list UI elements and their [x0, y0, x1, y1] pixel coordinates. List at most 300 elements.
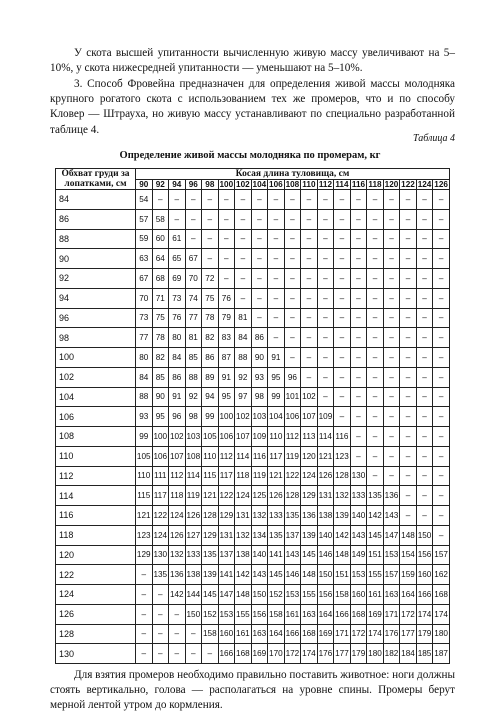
table-cell: –	[152, 585, 169, 605]
table-cell: 119	[185, 486, 202, 506]
table-cell: –	[416, 190, 433, 210]
table-cell: –	[400, 249, 417, 269]
table-row	[56, 604, 450, 624]
table-cell: –	[433, 308, 450, 328]
table-cell: 126	[169, 525, 186, 545]
table-cell: 137	[218, 545, 235, 565]
table-cell: 95	[152, 407, 169, 427]
table-row	[56, 486, 450, 506]
table-cell: 154	[400, 545, 417, 565]
table-cell: 119	[251, 466, 268, 486]
column-number: 112	[318, 180, 333, 189]
table-cell: –	[284, 348, 301, 368]
row-key: 118	[56, 525, 136, 545]
table-cell: 75	[202, 288, 219, 308]
table-cell: 166	[218, 644, 235, 664]
table-cell: –	[383, 328, 400, 348]
table-cell: 163	[383, 585, 400, 605]
table-cell: –	[334, 308, 351, 328]
table-row	[56, 328, 450, 348]
table-cell: 140	[350, 506, 367, 526]
table-cell: 163	[301, 604, 318, 624]
table-cell: –	[433, 288, 450, 308]
table-cell: 138	[235, 545, 252, 565]
table-cell: –	[367, 249, 384, 269]
table-cell: –	[317, 328, 334, 348]
table-cell: –	[367, 407, 384, 427]
table-cell: –	[268, 308, 285, 328]
table-cell: –	[350, 209, 367, 229]
table-cell: 164	[268, 624, 285, 644]
table-cell: 73	[136, 308, 153, 328]
table-cell: 73	[169, 288, 186, 308]
table-cell: –	[416, 367, 433, 387]
table-cell: 106	[152, 446, 169, 466]
table-cell: 104	[268, 407, 285, 427]
table-cell: –	[433, 486, 450, 506]
table-cell: –	[400, 486, 417, 506]
row-key: 88	[56, 229, 136, 249]
table-cell: 76	[169, 308, 186, 328]
table-cell: 67	[185, 249, 202, 269]
table-cell: 100	[152, 427, 169, 447]
table-cell: 69	[169, 269, 186, 289]
table-cell: –	[284, 190, 301, 210]
table-cell: 140	[251, 545, 268, 565]
table-cell: 58	[152, 209, 169, 229]
table-cell: –	[367, 367, 384, 387]
table-cell: –	[268, 209, 285, 229]
table-cell: –	[400, 348, 417, 368]
table-cell: 116	[251, 446, 268, 466]
table-cell: 129	[301, 486, 318, 506]
table-cell: 82	[152, 348, 169, 368]
table-cell: –	[268, 190, 285, 210]
table-cell: 138	[317, 506, 334, 526]
row-key: 104	[56, 387, 136, 407]
table-cell: –	[202, 229, 219, 249]
table-cell: –	[383, 446, 400, 466]
table-cell: 158	[334, 585, 351, 605]
table-cell: 145	[367, 525, 384, 545]
table-cell: 92	[235, 367, 252, 387]
column-number: 98	[202, 180, 219, 190]
table-cell: –	[367, 229, 384, 249]
table-cell: 118	[169, 486, 186, 506]
table-cell: –	[416, 427, 433, 447]
table-row	[56, 525, 450, 545]
table-cell: –	[251, 190, 268, 210]
table-cell: –	[416, 328, 433, 348]
column-number: 108	[285, 180, 300, 189]
table-cell: 143	[350, 525, 367, 545]
table-cell: 95	[218, 387, 235, 407]
table-cell: 57	[136, 209, 153, 229]
table-cell: –	[433, 446, 450, 466]
table-cell: –	[350, 446, 367, 466]
table-cell: 117	[218, 466, 235, 486]
table-cell: –	[350, 407, 367, 427]
table-cell: 111	[152, 466, 169, 486]
table-cell: 179	[416, 624, 433, 644]
table-cell: 80	[169, 328, 186, 348]
table-cell: 81	[185, 328, 202, 348]
table-cell: –	[433, 229, 450, 249]
table-cell: 106	[284, 407, 301, 427]
table-cell: 115	[202, 466, 219, 486]
table-row	[56, 249, 450, 269]
table-cell: –	[301, 209, 318, 229]
table-cell: 144	[185, 585, 202, 605]
column-number: 96	[185, 180, 202, 190]
table-cell: 148	[301, 565, 318, 585]
table-cell: 176	[383, 624, 400, 644]
table-cell: 115	[136, 486, 153, 506]
row-key: 96	[56, 308, 136, 328]
table-cell: 153	[284, 585, 301, 605]
table-cell: –	[350, 269, 367, 289]
table-row	[56, 427, 450, 447]
column-number: 124	[417, 180, 432, 189]
table-cell: 117	[152, 486, 169, 506]
table-cell: 155	[235, 604, 252, 624]
table-cell: 150	[416, 525, 433, 545]
row-key: 92	[56, 269, 136, 289]
table-cell: –	[185, 190, 202, 210]
table-cell: 88	[185, 367, 202, 387]
table-cell: –	[136, 604, 153, 624]
row-key: 116	[56, 506, 136, 526]
table-cell: 77	[136, 328, 153, 348]
paragraph-upitannost: У скота высшей упитанности вычисленную живую массу увеличивают на 5–10%, у скота нижесредней упитанности — уменьшают на 5–10%.	[50, 47, 455, 75]
table-cell: 98	[185, 407, 202, 427]
table-cell: 174	[416, 604, 433, 624]
table-cell: –	[433, 407, 450, 427]
table-cell: 112	[169, 466, 186, 486]
table-cell: –	[334, 367, 351, 387]
table-cell: –	[433, 190, 450, 210]
table-cell: 108	[185, 446, 202, 466]
table-cell: –	[400, 229, 417, 249]
table-cell: 180	[433, 624, 450, 644]
column-number: 114	[335, 180, 349, 189]
table-cell: 152	[202, 604, 219, 624]
table-cell: 134	[251, 525, 268, 545]
table-cell: –	[433, 525, 450, 545]
table-cell: 127	[185, 525, 202, 545]
table-cell: –	[218, 190, 235, 210]
table-cell: 102	[301, 387, 318, 407]
table-cell: 124	[169, 506, 186, 526]
table-cell: 80	[136, 348, 153, 368]
table-cell: 156	[317, 585, 334, 605]
table-cell: –	[334, 269, 351, 289]
table-cell: –	[400, 209, 417, 229]
table-cell: 151	[367, 545, 384, 565]
table-cell: 112	[218, 446, 235, 466]
table-cell: –	[416, 387, 433, 407]
table-cell: 103	[251, 407, 268, 427]
table-cell: 151	[334, 565, 351, 585]
table-cell: 136	[301, 506, 318, 526]
table-cell: –	[251, 288, 268, 308]
row-key: 108	[56, 427, 136, 447]
table-cell: 161	[235, 624, 252, 644]
table-cell: 143	[251, 565, 268, 585]
table-cell: 89	[202, 367, 219, 387]
table-cell: 121	[268, 466, 285, 486]
table-cell: –	[383, 269, 400, 289]
table-cell: 126	[268, 486, 285, 506]
table-row	[56, 585, 450, 605]
row-key: 100	[56, 348, 136, 368]
table-cell: –	[317, 229, 334, 249]
table-cell: 91	[169, 387, 186, 407]
table-cell: –	[218, 249, 235, 269]
column-number: 104	[252, 180, 267, 189]
table-cell: –	[251, 209, 268, 229]
table-cell: 147	[218, 585, 235, 605]
table-cell: 148	[235, 585, 252, 605]
table-cell: 135	[268, 525, 285, 545]
table-cell: 184	[400, 644, 417, 664]
table-cell: 123	[136, 525, 153, 545]
table-cell: –	[400, 506, 417, 526]
table-row	[56, 387, 450, 407]
table-cell: –	[383, 308, 400, 328]
table-cell: –	[284, 288, 301, 308]
table-cell: –	[301, 328, 318, 348]
table-cell: –	[334, 229, 351, 249]
table-cell: 103	[185, 427, 202, 447]
row-key: 86	[56, 209, 136, 229]
table-cell: 140	[317, 525, 334, 545]
table-cell: 93	[136, 407, 153, 427]
row-key: 90	[56, 249, 136, 269]
table-cell: –	[334, 288, 351, 308]
row-header: Обхват груди за лопатками, см	[56, 169, 136, 190]
table-cell: 179	[350, 644, 367, 664]
table-cell: 164	[400, 585, 417, 605]
table-cell: –	[400, 288, 417, 308]
table-cell: –	[152, 190, 169, 210]
table-cell: 83	[218, 328, 235, 348]
table-cell: 155	[301, 585, 318, 605]
column-number: 94	[169, 180, 186, 190]
table-cell: 85	[185, 348, 202, 368]
table-cell: –	[317, 348, 334, 368]
table-cell: –	[185, 209, 202, 229]
table-cell: –	[136, 644, 153, 664]
table-cell: –	[400, 466, 417, 486]
column-number: 92	[152, 180, 169, 190]
table-cell: –	[383, 367, 400, 387]
table-cell: –	[367, 466, 384, 486]
table-cell: 139	[202, 565, 219, 585]
table-cell: 141	[218, 565, 235, 585]
table-cell: 169	[367, 604, 384, 624]
table-cell: 148	[334, 545, 351, 565]
table-cell: 122	[152, 506, 169, 526]
table-cell: 74	[185, 288, 202, 308]
table-cell: 146	[284, 565, 301, 585]
table-cell: –	[169, 190, 186, 210]
table-cell: 153	[350, 565, 367, 585]
table-cell: –	[383, 229, 400, 249]
table-cell: –	[433, 269, 450, 289]
table-cell: 160	[350, 585, 367, 605]
table-cell: –	[367, 209, 384, 229]
table-cell: 130	[350, 466, 367, 486]
table-cell: 54	[136, 190, 153, 210]
table-cell: 68	[152, 269, 169, 289]
table-cell: 105	[136, 446, 153, 466]
table-cell: –	[350, 348, 367, 368]
table-cell: –	[334, 348, 351, 368]
table-cell: –	[400, 190, 417, 210]
table-cell: 126	[317, 466, 334, 486]
row-key: 106	[56, 407, 136, 427]
table-row	[56, 367, 450, 387]
table-cell: 86	[202, 348, 219, 368]
table-cell: –	[433, 249, 450, 269]
table-cell: –	[301, 269, 318, 289]
table-cell: 142	[235, 565, 252, 585]
table-cell: 90	[251, 348, 268, 368]
table-cell: 93	[251, 367, 268, 387]
column-number: 102	[236, 180, 250, 189]
table-cell: –	[400, 387, 417, 407]
table-cell: –	[202, 644, 219, 664]
table-cell: 106	[218, 427, 235, 447]
table-cell: –	[416, 506, 433, 526]
table-cell: –	[136, 585, 153, 605]
table-cell: 77	[185, 308, 202, 328]
table-cell: 114	[317, 427, 334, 447]
table-cell: –	[367, 446, 384, 466]
table-cell: 117	[268, 446, 285, 466]
table-cell: 143	[383, 506, 400, 526]
table-cell: 135	[367, 486, 384, 506]
table-cell: –	[416, 209, 433, 229]
table-cell: 153	[383, 545, 400, 565]
table-row	[56, 466, 450, 486]
table-cell: –	[433, 387, 450, 407]
table-cell: 172	[350, 624, 367, 644]
table-cell: –	[218, 269, 235, 289]
table-cell: –	[317, 209, 334, 229]
table-cell: 143	[284, 545, 301, 565]
table-cell: –	[400, 308, 417, 328]
table-cell: –	[416, 308, 433, 328]
table-cell: 91	[218, 367, 235, 387]
table-cell: 63	[136, 249, 153, 269]
table-cell: –	[218, 209, 235, 229]
row-key: 126	[56, 604, 136, 624]
table-cell: –	[433, 427, 450, 447]
table-cell: 129	[218, 506, 235, 526]
table-cell: 65	[169, 249, 186, 269]
table-cell: 156	[251, 604, 268, 624]
table-cell: 130	[152, 545, 169, 565]
table-cell: 148	[400, 525, 417, 545]
table-cell: –	[383, 427, 400, 447]
table-cell: 88	[136, 387, 153, 407]
table-cell: 176	[317, 644, 334, 664]
live-weight-table	[55, 168, 450, 664]
table-cell: 110	[268, 427, 285, 447]
table-cell: 185	[416, 644, 433, 664]
table-cell: –	[169, 624, 186, 644]
table-cell: 128	[284, 486, 301, 506]
table-cell: –	[218, 229, 235, 249]
table-cell: 174	[301, 644, 318, 664]
table-cell: 112	[284, 427, 301, 447]
table-cell: –	[383, 209, 400, 229]
column-number: 90	[136, 180, 153, 190]
table-cell: 125	[251, 486, 268, 506]
table-cell: 166	[334, 604, 351, 624]
table-cell: –	[400, 407, 417, 427]
table-cell: 135	[202, 545, 219, 565]
table-cell: 135	[284, 506, 301, 526]
table-cell: –	[433, 506, 450, 526]
column-number: 100	[219, 180, 234, 189]
table-cell: 159	[400, 565, 417, 585]
table-cell: –	[317, 249, 334, 269]
table-cell: 131	[218, 525, 235, 545]
column-header: Косая длина туловища, см	[136, 169, 450, 180]
table-cell: –	[202, 249, 219, 269]
table-cell: –	[416, 269, 433, 289]
table-cell: –	[416, 446, 433, 466]
table-cell: –	[350, 367, 367, 387]
table-cell: 168	[301, 624, 318, 644]
table-cell: 59	[136, 229, 153, 249]
table-cell: 133	[350, 486, 367, 506]
table-cell: 128	[334, 466, 351, 486]
table-cell: –	[284, 269, 301, 289]
table-cell: 116	[334, 427, 351, 447]
table-cell: –	[350, 249, 367, 269]
table-cell: 166	[416, 585, 433, 605]
table-cell: 99	[268, 387, 285, 407]
table-caption: Таблица 4	[413, 133, 455, 144]
table-cell: –	[334, 249, 351, 269]
table-cell: 70	[185, 269, 202, 289]
row-key: 122	[56, 565, 136, 585]
table-cell: 182	[383, 644, 400, 664]
table-cell: 172	[400, 604, 417, 624]
table-cell: 164	[317, 604, 334, 624]
table-cell: –	[350, 288, 367, 308]
table-cell: 150	[185, 604, 202, 624]
row-key: 102	[56, 367, 136, 387]
table-cell: 92	[185, 387, 202, 407]
table-cell: 155	[367, 565, 384, 585]
table-cell: –	[317, 387, 334, 407]
table-cell: –	[317, 367, 334, 387]
table-cell: –	[202, 209, 219, 229]
table-row	[56, 190, 450, 210]
table-cell: 71	[152, 288, 169, 308]
table-cell: –	[350, 328, 367, 348]
table-cell: 177	[334, 644, 351, 664]
table-cell: –	[235, 269, 252, 289]
table-cell: 145	[301, 545, 318, 565]
table-cell: 90	[152, 387, 169, 407]
table-cell: –	[284, 328, 301, 348]
